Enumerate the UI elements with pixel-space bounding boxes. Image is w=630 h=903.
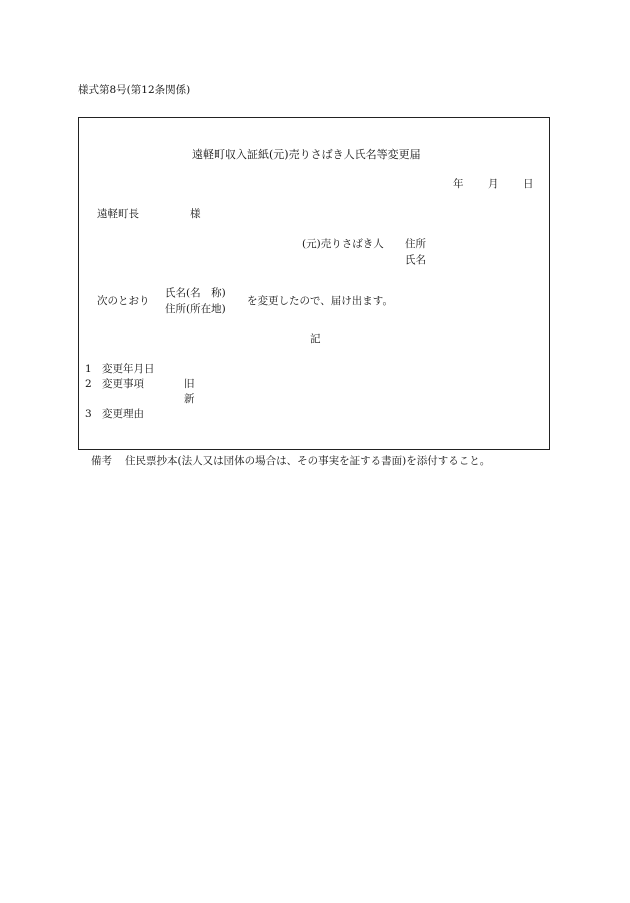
ki-heading: 記 [310, 333, 321, 345]
statement-prefix: 次のとおり [97, 295, 150, 307]
statement-item-name: 氏名(名 称) [165, 287, 226, 299]
applicant-name-label: 氏名 [405, 254, 426, 266]
date-year-label: 年 [453, 178, 464, 190]
statement-suffix: を変更したので、届け出ます。 [247, 295, 393, 307]
item-2-label: 変更事項 [102, 378, 144, 390]
addressee-honorific: 様 [190, 208, 201, 220]
statement-item-address: 住所(所在地) [165, 303, 226, 315]
form-frame [78, 117, 550, 450]
item-3-label: 変更理由 [102, 408, 144, 420]
item-2-old-label: 旧 [184, 378, 195, 390]
date-day-label: 日 [523, 178, 534, 190]
form-number: 様式第8号(第12条関係) [78, 84, 191, 96]
form-title: 遠軽町収入証紙(元)売りさばき人氏名等変更届 [192, 148, 421, 161]
item-1-number: 1 [85, 363, 92, 375]
item-2-number: 2 [85, 378, 92, 390]
applicant-address-label: 住所 [405, 238, 426, 250]
item-1-label: 変更年月日 [102, 363, 155, 375]
remarks-label: 備考 [91, 455, 112, 467]
item-2-new-label: 新 [184, 393, 195, 405]
applicant-role: (元)売りさばき人 [302, 238, 384, 250]
remarks-text: 住民票抄本(法人又は団体の場合は、その事実を証する書面)を添付すること。 [125, 455, 491, 467]
date-month-label: 月 [488, 178, 499, 190]
addressee-name: 遠軽町長 [97, 208, 139, 220]
item-3-number: 3 [85, 408, 92, 420]
